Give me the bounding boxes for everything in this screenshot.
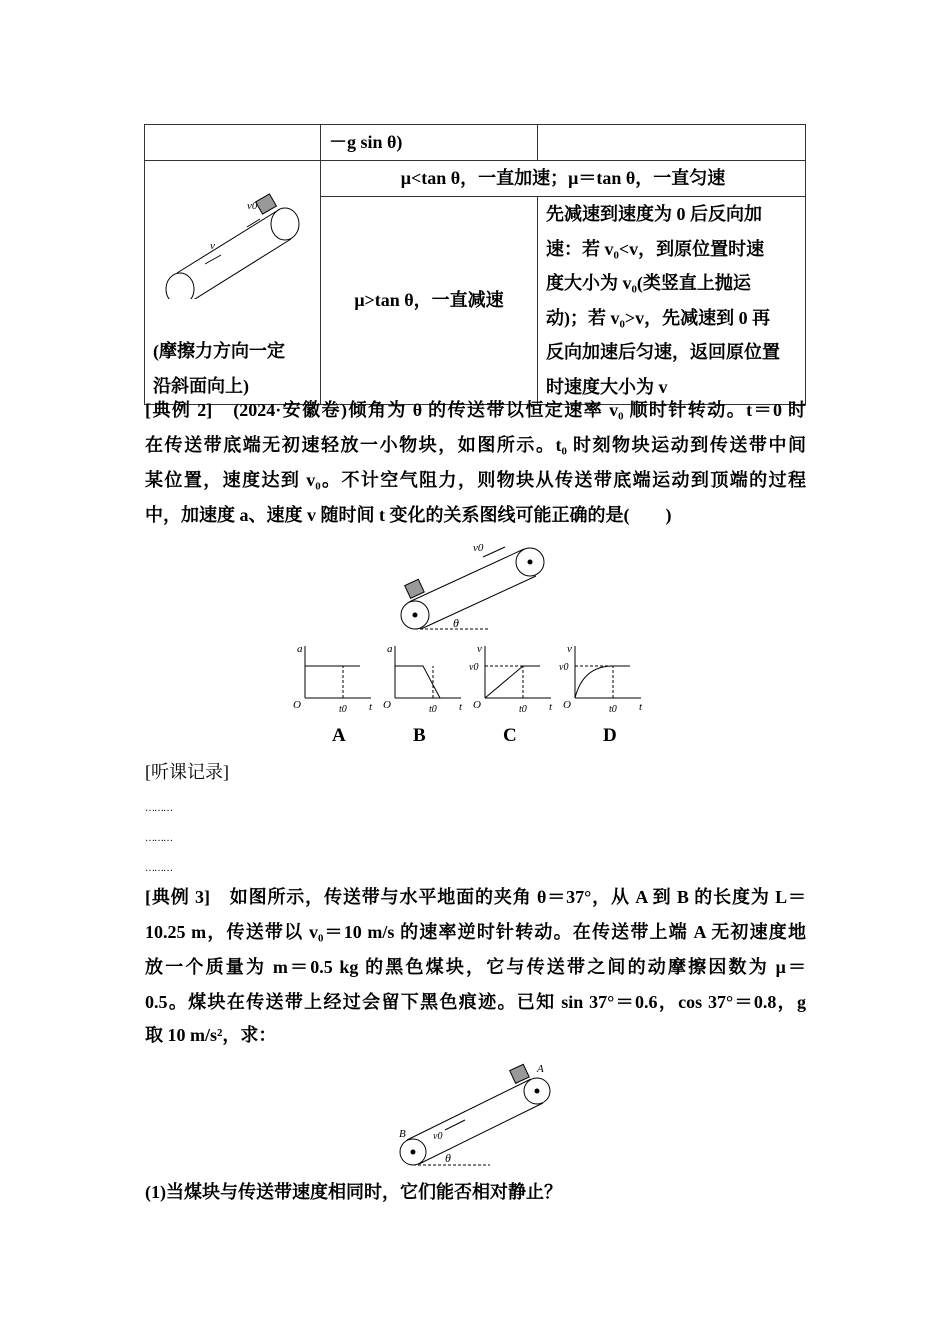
example2-line: 中，加速度 a、速度 v 随时间 t 变化的关系图线可能正确的是( ): [145, 505, 672, 525]
conveyor-figure-3: [395, 1058, 555, 1168]
svg-text:v: v: [477, 643, 482, 655]
cell: μ<tan θ，一直加速；μ＝tan θ，一直匀速: [321, 161, 806, 197]
note-line[interactable]: ………: [145, 863, 172, 874]
svg-text:t: t: [369, 701, 373, 713]
graph-A: [293, 643, 373, 715]
example2-line: 在传送带底端无初速轻放一小物块，如图所示。t₀ 时刻物块运动到传送带中间: [145, 435, 806, 455]
example3-line: 0.5。煤块在传送带上经过会留下黑色痕迹。已知 sin 37°＝0.6，cos 37°＝0.8，g: [145, 992, 806, 1012]
graph-options: [290, 640, 660, 720]
example3-line: 取 10 m/s²，求：: [145, 1025, 277, 1045]
svg-text:O: O: [293, 699, 301, 711]
graph-B: [383, 643, 463, 715]
graph-C: [469, 643, 553, 715]
question-1: (1)当煤块与传送带速度相同时，它们能否相对静止？: [145, 1182, 562, 1202]
svg-text:t: t: [549, 701, 553, 713]
svg-text:v: v: [210, 240, 215, 252]
conveyor-figure-2: [395, 538, 555, 638]
example3-line: 10.25 m，传送带以 v₀＝10 m/s 的速率逆时针转动。在传送带上端 A 无初速度地: [145, 922, 806, 942]
svg-text:v0: v0: [473, 542, 484, 554]
example2-line: [典例 2] (2024·安徽卷)倾角为 θ 的传送带以恒定速率 v₀ 顺时针转动。t＝0 时: [145, 400, 806, 420]
svg-text:B: B: [399, 1128, 406, 1140]
diagram-cell: [145, 161, 321, 405]
note-line[interactable]: ………: [145, 803, 172, 814]
svg-text:t0: t0: [519, 704, 527, 715]
cell: μ>tan θ，一直减速: [321, 197, 538, 405]
svg-text:a: a: [297, 643, 303, 655]
graph-D: [559, 643, 643, 715]
svg-text:v0: v0: [469, 662, 479, 673]
svg-text:t: t: [459, 701, 463, 713]
svg-text:a: a: [387, 643, 393, 655]
cell: 先减速到速度为 0 后反向加 速：若 v₀<v，到原位置时速 度大小为 v₀(类竖直上抛运 动)；若 v₀>v，先减速到 0 再 反向加速后匀速，返回原位置 时速度大小为 v: [538, 197, 806, 405]
svg-text:t0: t0: [609, 704, 617, 715]
svg-text:A: A: [537, 1063, 544, 1075]
svg-text:v0: v0: [433, 1131, 443, 1142]
svg-text:t0: t0: [339, 704, 347, 715]
svg-text:θ: θ: [453, 616, 459, 630]
cell: －g sin θ): [321, 125, 538, 161]
example2-line: 某位置，速度达到 v₀。不计空气阻力，则物块从传送带底端运动到顶端的过程: [145, 470, 806, 490]
svg-text:v0: v0: [559, 662, 569, 673]
caption: 沿斜面向上): [153, 376, 249, 396]
svg-text:v: v: [567, 643, 572, 655]
option-B[interactable]: B: [413, 725, 426, 746]
note-line[interactable]: ………: [145, 833, 172, 844]
conveyor-diagram: [155, 169, 305, 299]
option-C[interactable]: C: [503, 725, 517, 746]
svg-text:t0: t0: [429, 704, 437, 715]
svg-text:θ: θ: [445, 1151, 451, 1165]
notes-label: [听课记录]: [145, 762, 229, 782]
svg-text:O: O: [563, 699, 571, 711]
option-D[interactable]: D: [603, 725, 617, 746]
example3-line: 放一个质量为 m＝0.5 kg 的黑色煤块，它与传送带之间的动摩擦因数为 μ＝: [145, 957, 806, 977]
caption: (摩擦力方向一定: [153, 341, 285, 361]
example3-line: [典例 3] 如图所示，传送带与水平地面的夹角 θ＝37°，从 A 到 B 的长度为 L＝: [145, 887, 806, 907]
svg-text:v0: v0: [247, 200, 258, 212]
svg-text:O: O: [383, 699, 391, 711]
svg-text:O: O: [473, 699, 481, 711]
svg-text:t: t: [639, 701, 643, 713]
summary-table: [144, 124, 806, 405]
option-A[interactable]: A: [332, 725, 346, 746]
